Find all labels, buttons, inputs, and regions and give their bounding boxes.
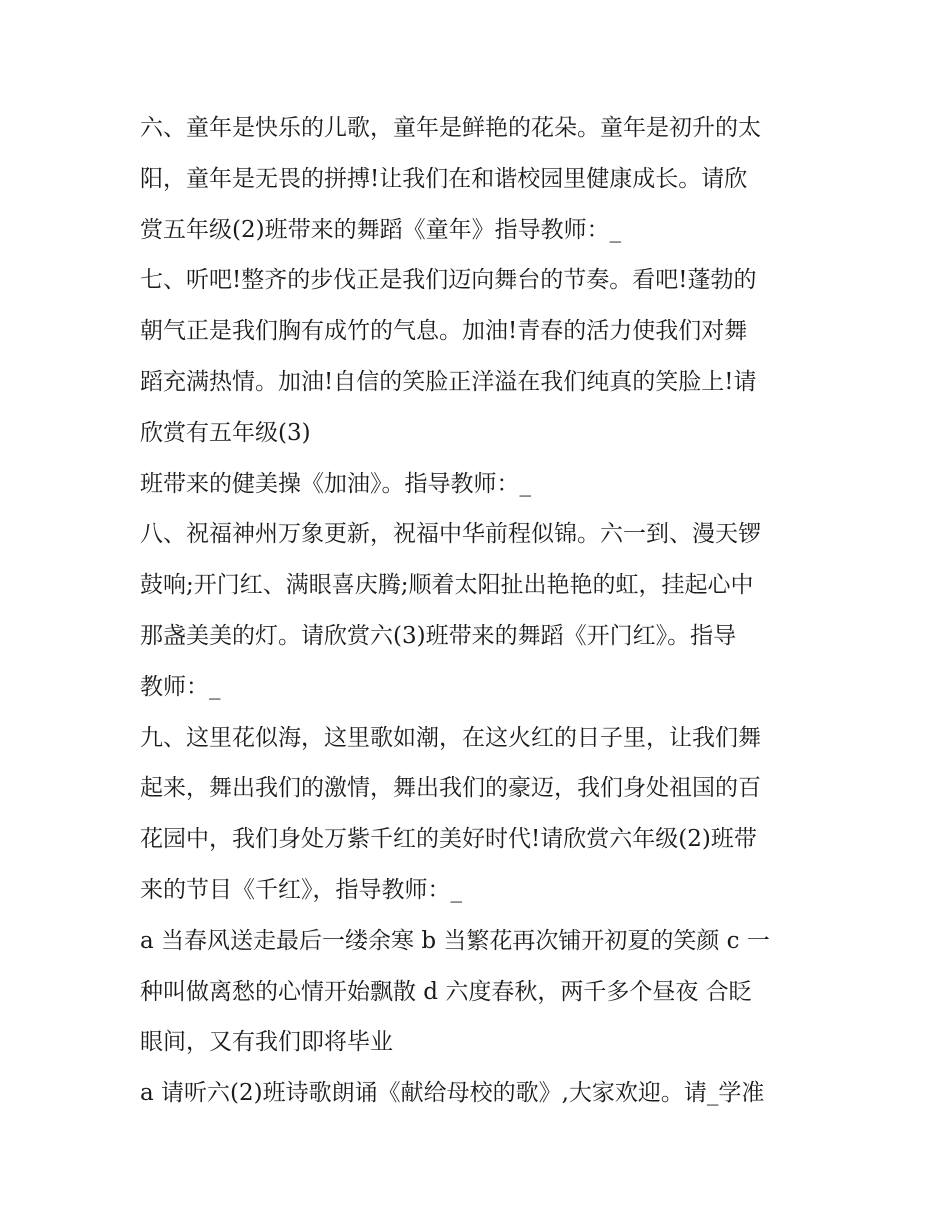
text-line: 眼间，又有我们即将毕业 [140,1029,393,1056]
text-line: 蹈充满热情。加油!自信的笑脸正洋溢在我们纯真的笑脸上!请 [140,368,757,395]
text-line: 教师：_ [140,673,221,700]
text-line: 花园中，我们身处万紫千红的美好时代!请欣赏六年级(2)班带 [140,826,757,853]
text-line: a 当春风送走最后一缕余寒 b 当繁花再次铺开初夏的笑颜 c 一 [140,927,770,954]
text-line: 六、童年是快乐的儿歌，童年是鲜艳的花朵。童年是初升的太 [140,115,761,141]
text-line: 七、听吧!整齐的步伐正是我们迈向舞台的节奏。看吧!蓬勃的 [140,267,757,294]
text-line: 来的节目《千红》，指导教师：_ [140,876,462,903]
text-line: 种叫做离愁的心情开始飘散 d 六度春秋，两千多个昼夜 合眨 [140,978,752,1005]
text-line: 起来，舞出我们的激情，舞出我们的豪迈，我们身处祖国的百 [140,775,761,802]
text-line: a 请听六(2)班诗歌朗诵《献给母校的歌》,大家欢迎。请_学准 [140,1080,765,1107]
text-line: 八、祝福神州万象更新，祝福中华前程似锦。六一到、漫天锣 [140,521,761,548]
text-line: 九、这里花似海，这里歌如潮，在这火红的日子里，让我们舞 [140,724,761,751]
document-body [140,103,820,1119]
text-line: 鼓响;开门红、满眼喜庆腾;顺着太阳扯出艳艳的虹，挂起心中 [140,572,754,599]
text-line: 朝气正是我们胸有成竹的气息。加油!青春的活力使我们对舞 [140,318,748,345]
text-line: 欣赏有五年级(3) [140,419,311,446]
text-line: 阳，童年是无畏的拼搏!让我们在和谐校园里健康成长。请欣 [140,165,748,192]
text-line: 班带来的健美操《加油》。指导教师：_ [140,470,531,497]
text-line: 那盏美美的灯。请欣赏六(3)班带来的舞蹈《开门红》。指导 [140,622,737,649]
text-line: 赏五年级(2)班带来的舞蹈《童年》指导教师：_ [140,216,622,243]
